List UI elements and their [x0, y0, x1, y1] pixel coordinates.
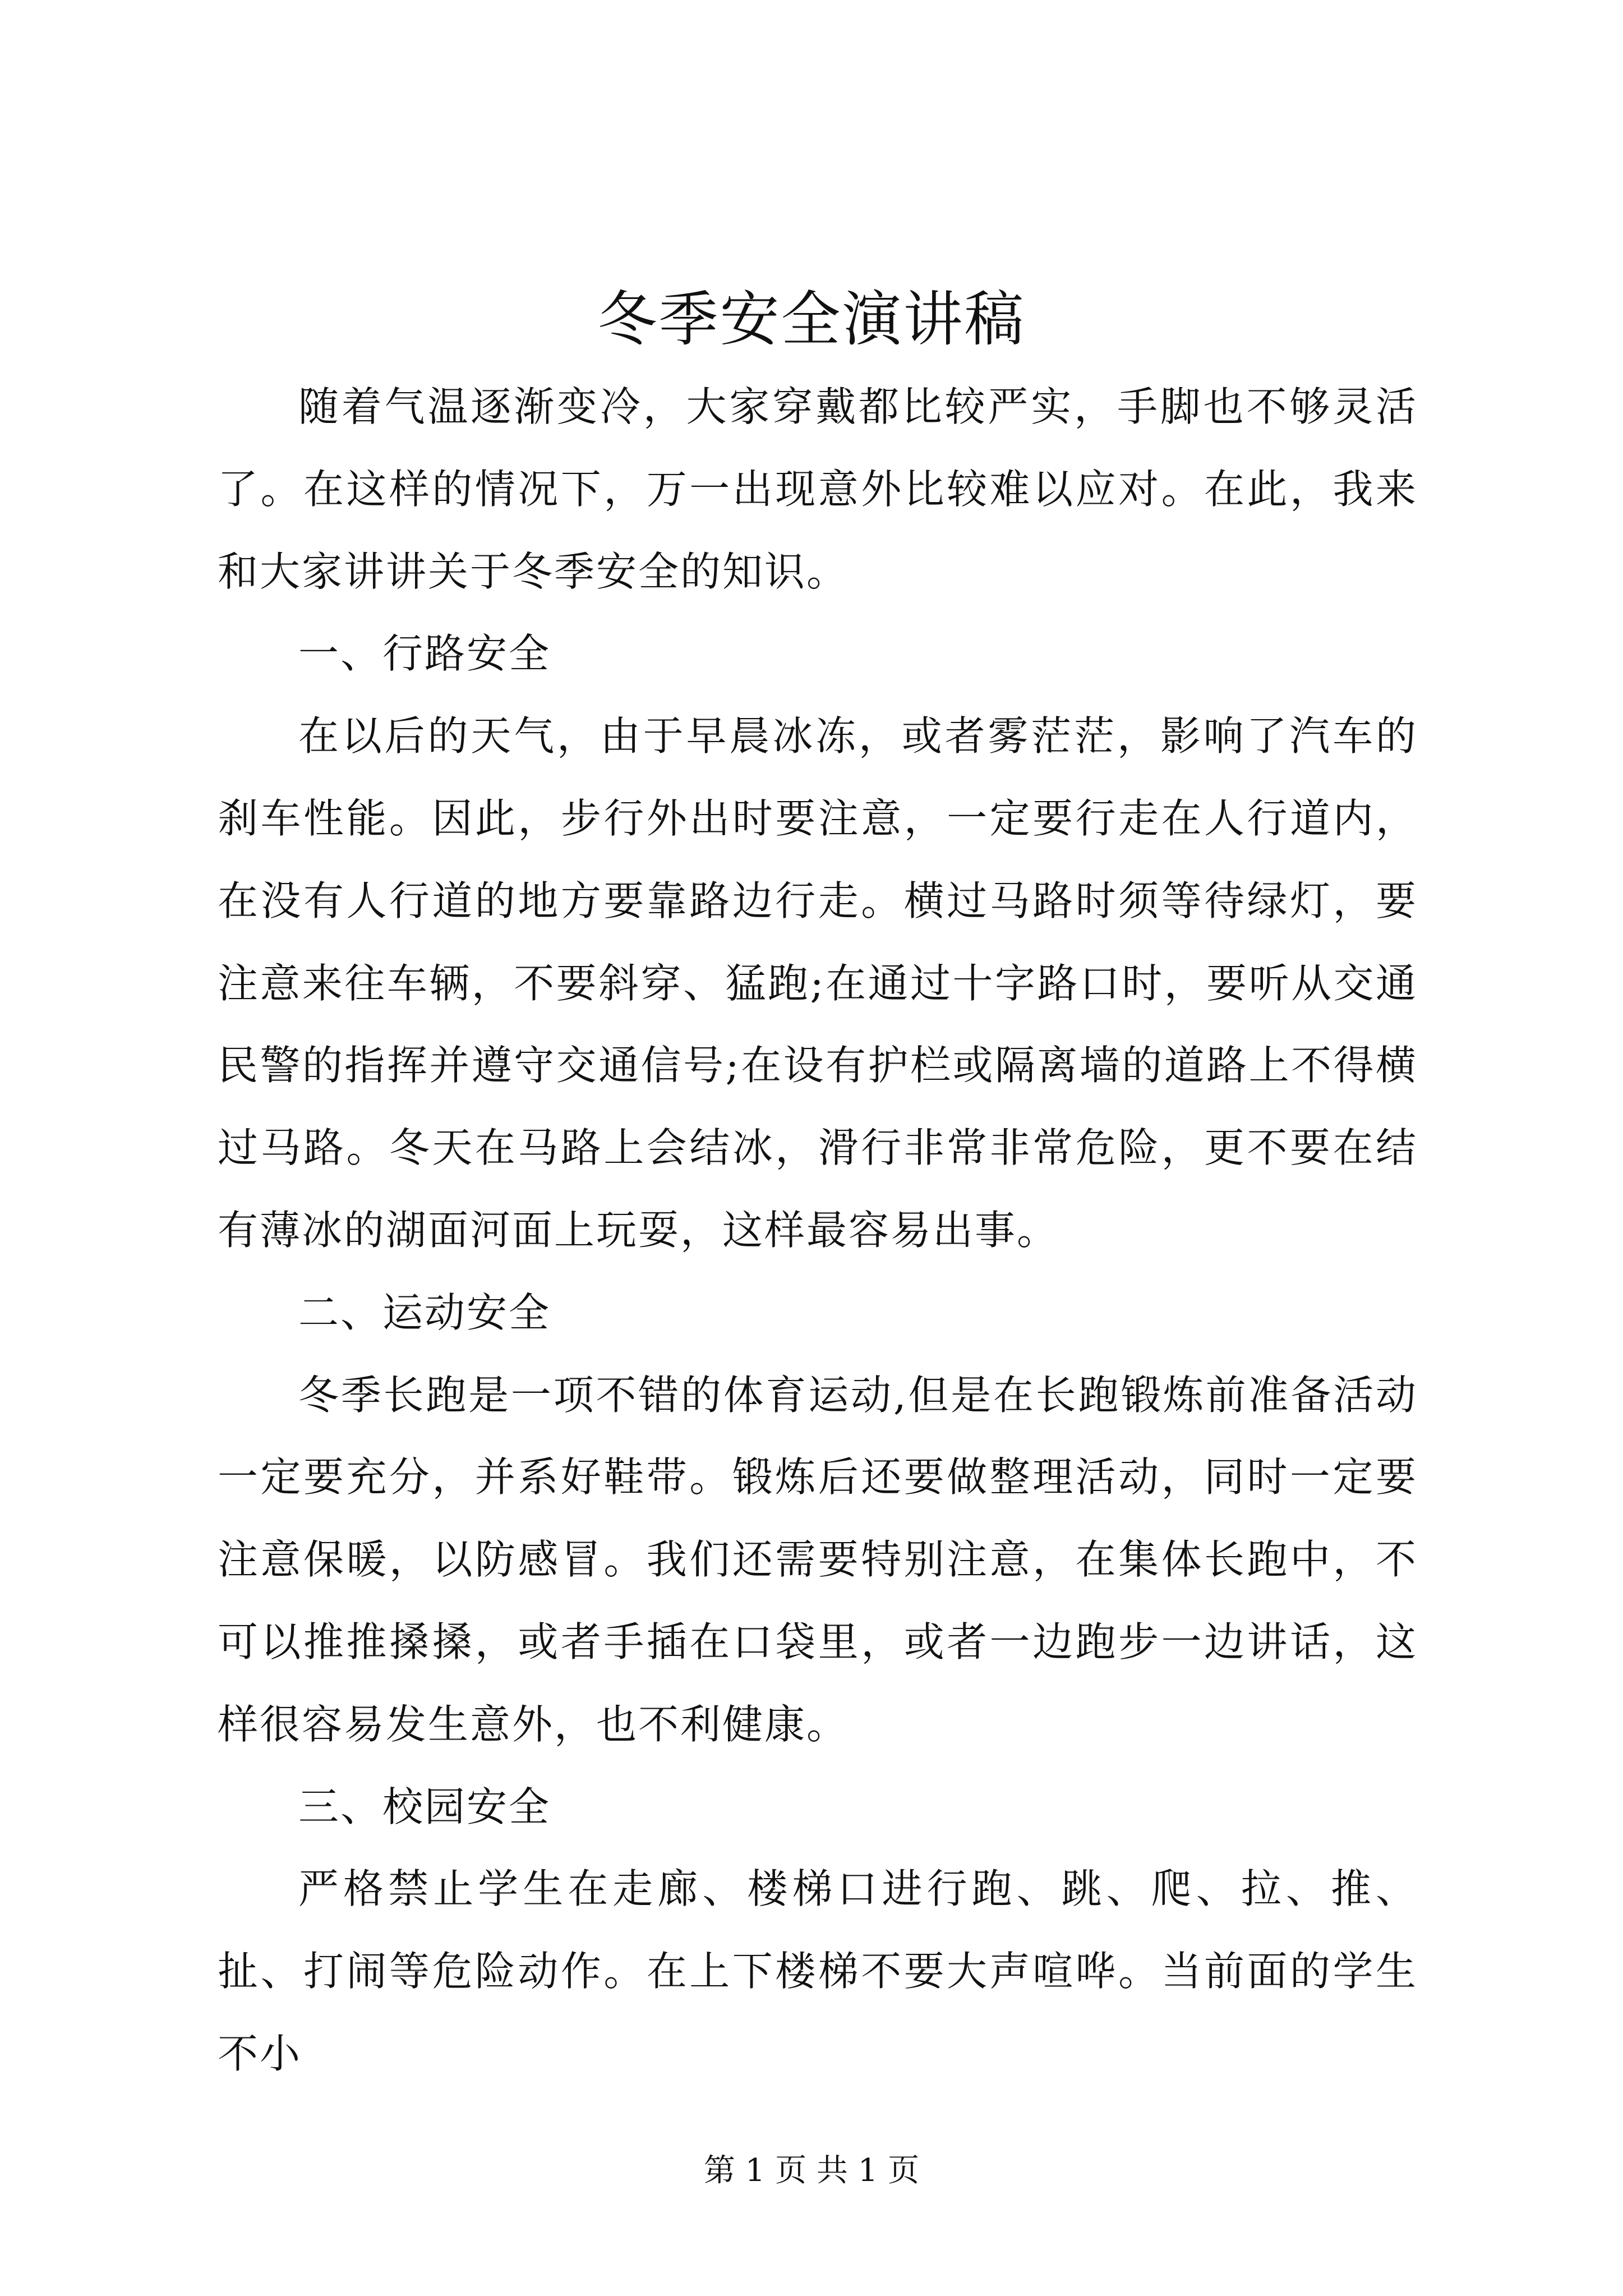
paragraph-intro: 随着气温逐渐变冷，大家穿戴都比较严实，手脚也不够灵活了。在这样的情况下，万一出现意外比较难以应对。在此，我来和大家讲讲关于冬季安全的知识。: [218, 383, 1418, 595]
section-heading-road-safety: 一、行路安全: [298, 630, 551, 678]
document-title: 冬季安全演讲稿: [597, 285, 1026, 354]
document-body: [218, 366, 1418, 2095]
section-heading-sports-safety: 二、运动安全: [298, 1289, 551, 1336]
paragraph-campus-safety: 严格禁止学生在走廊、楼梯口进行跑、跳、爬、拉、推、扯、打闹等危险动作。在上下楼梯不要大声喧哗。当前面的学生不小: [218, 1865, 1418, 2077]
page-number-footer: 第 1 页 共 1 页: [703, 2152, 920, 2189]
section-heading-campus-safety: 三、校园安全: [298, 1783, 551, 1830]
paragraph-road-safety: 在以后的天气，由于早晨冰冻，或者雾茫茫，影响了汽车的刹车性能。因此，步行外出时要注意，一定要行走在人行道内，在没有人行道的地方要靠路边行走。横过马路时须等待绿灯，要注意来往车辆，不要斜穿、猛跑;在通过十字路口时，要听从交通民警的指挥并遵守交通信号;在设有护栏或隔离墙的道路上不得横过马路。冬天在马路上会结冰，滑行非常非常危险，更不要在结有薄冰的湖面河面上玩耍，这样最容易出事。: [218, 712, 1418, 1254]
paragraph-sports-safety: 冬季长跑是一项不错的体育运动,但是在长跑锻炼前准备活动一定要充分，并系好鞋带。锻炼后还要做整理活动，同时一定要注意保暖，以防感冒。我们还需要特别注意，在集体长跑中，不可以推推搡搡，或者手插在口袋里，或者一边跑步一边讲话，这样很容易发生意外，也不利健康。: [218, 1371, 1418, 1748]
